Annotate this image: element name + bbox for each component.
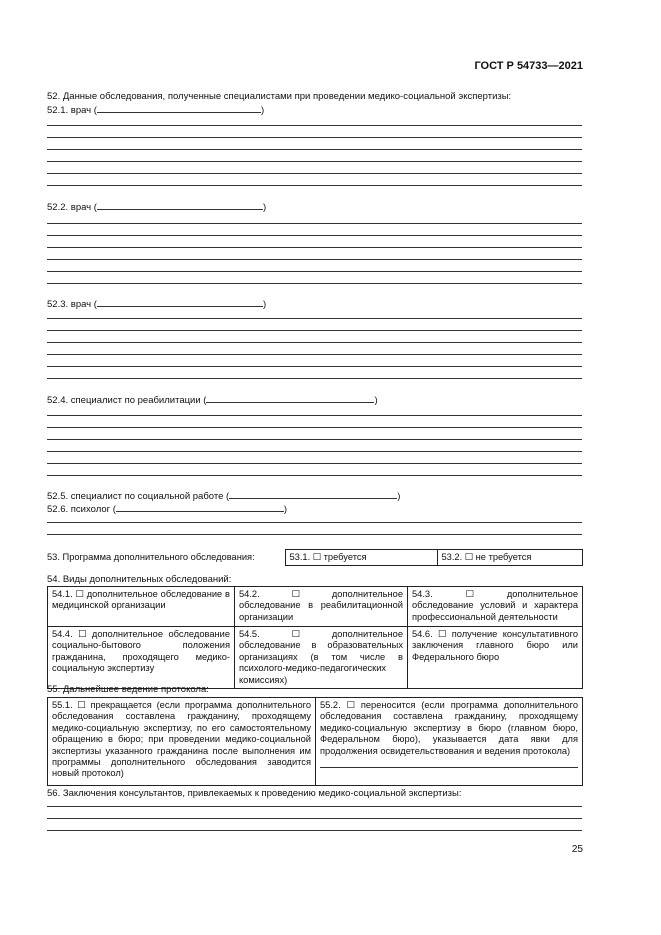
entry-line[interactable] bbox=[47, 378, 582, 379]
entry-line[interactable] bbox=[47, 330, 582, 331]
option-55-2-text: 55.2. ☐ переносится (если программа дополнительного обследования составлена гражданину, проходящему медико-социальную экспертизу в бюро (главном бюро, Федеральном бюро), указывается дата явки для продолжения освидетельствования и ведения протокола) bbox=[320, 700, 578, 756]
entry-line[interactable] bbox=[47, 427, 582, 428]
psychologist-text: 52.6. психолог ( bbox=[47, 504, 116, 515]
entry-line[interactable] bbox=[47, 137, 582, 138]
option-54-4-social-domestic[interactable]: 54.4. ☐ дополнительное обследование социально-бытового положения гражданина, проходящего медико-социальную экспертизу bbox=[48, 627, 235, 689]
entry-line[interactable] bbox=[47, 415, 582, 416]
section-55-table bbox=[47, 697, 583, 786]
option-53-2-not-required[interactable]: 53.2. ☐ не требуется bbox=[437, 550, 582, 566]
entry-line[interactable] bbox=[47, 463, 582, 464]
paren-close: ) bbox=[397, 491, 401, 502]
psychologist-name-field[interactable] bbox=[116, 502, 284, 512]
entry-line[interactable] bbox=[47, 259, 582, 260]
section-54-title: 54. Виды дополнительных обследований: bbox=[47, 574, 232, 585]
standard-number: ГОСТ Р 54733—2021 bbox=[474, 60, 583, 72]
option-54-2-rehabilitation[interactable]: 54.2. ☐ дополнительное обследование в реабилитационной организации bbox=[235, 587, 408, 627]
option-54-1-medical[interactable]: 54.1. ☐ дополнительное обследование в медицинской организации bbox=[48, 587, 235, 627]
paren-close: ) bbox=[374, 395, 378, 406]
entry-line[interactable] bbox=[47, 161, 582, 162]
doctor-2-name-field[interactable] bbox=[97, 200, 263, 210]
entry-line[interactable] bbox=[47, 354, 582, 355]
doctor-1-text: 52.1. врач ( bbox=[47, 105, 97, 116]
doctor-3-text: 52.3. врач ( bbox=[47, 299, 97, 310]
doctor-1-name-field[interactable] bbox=[97, 103, 261, 113]
paren-close: ) bbox=[283, 504, 288, 515]
doctor-3-label bbox=[47, 297, 266, 310]
entry-line[interactable] bbox=[47, 451, 582, 452]
doctor-1-label bbox=[47, 103, 264, 116]
section-53-label: 53. Программа дополнительного обследования: bbox=[47, 550, 285, 566]
entry-line[interactable] bbox=[47, 173, 582, 174]
option-54-6-consultative[interactable]: 54.6. ☐ получение консультативного заключения главного бюро или Федерального бюро bbox=[408, 627, 583, 689]
social-worker-label bbox=[47, 489, 400, 502]
rehab-specialist-label bbox=[47, 393, 378, 406]
rehab-specialist-name-field[interactable] bbox=[206, 393, 374, 403]
section-56-title: 56. Заключения консультантов, привлекаемых к проведению медико-социальной экспертизы: bbox=[47, 788, 462, 799]
section-54-table bbox=[47, 586, 583, 689]
option-55-1-terminated[interactable]: 55.1. ☐ прекращается (если программа дополнительного обследования составлена гражданину, проходящему медико-социальную экспертизу, по его самостоятельному обращению в бюро; при проведении медико-социальной экспертизы указанного гражданина после выполнения им программы дополнительного обследования заводится новый протокол) bbox=[48, 698, 316, 786]
option-54-3-professional[interactable]: 54.3. ☐ дополнительное обследование условий и характера профессиональной деятельности bbox=[408, 587, 583, 627]
paren-close: ) bbox=[262, 299, 267, 310]
entry-line[interactable] bbox=[47, 522, 582, 523]
option-54-5-educational[interactable]: 54.5. ☐ дополнительное обследование в образовательных организациях (в том числе в психолого-медико-педагогических комиссиях) bbox=[235, 627, 408, 689]
paren-close: ) bbox=[260, 105, 265, 116]
paren-close: ) bbox=[262, 202, 267, 213]
section-53-table bbox=[47, 549, 583, 566]
entry-line[interactable] bbox=[47, 806, 582, 807]
entry-line[interactable] bbox=[47, 185, 582, 186]
entry-line[interactable] bbox=[47, 223, 582, 224]
entry-line[interactable] bbox=[47, 818, 582, 819]
page-number: 25 bbox=[571, 844, 583, 855]
return-date-field[interactable] bbox=[320, 761, 578, 768]
option-55-2-postponed[interactable] bbox=[316, 698, 583, 786]
doctor-2-text: 52.2. врач ( bbox=[47, 202, 97, 213]
entry-line[interactable] bbox=[47, 439, 582, 440]
entry-line[interactable] bbox=[47, 235, 582, 236]
doctor-2-label bbox=[47, 200, 266, 213]
entry-line[interactable] bbox=[47, 149, 582, 150]
entry-line[interactable] bbox=[47, 534, 582, 535]
option-53-1-required[interactable]: 53.1. ☐ требуется bbox=[285, 550, 437, 566]
entry-line[interactable] bbox=[47, 318, 582, 319]
social-worker-name-field[interactable] bbox=[229, 489, 397, 499]
psychologist-label bbox=[47, 502, 287, 515]
entry-line[interactable] bbox=[47, 125, 582, 126]
entry-line[interactable] bbox=[47, 366, 582, 367]
entry-line[interactable] bbox=[47, 342, 582, 343]
entry-line[interactable] bbox=[47, 475, 582, 476]
entry-line[interactable] bbox=[47, 283, 582, 284]
social-worker-text: 52.5. специалист по социальной работе ( bbox=[47, 491, 230, 502]
doctor-3-name-field[interactable] bbox=[97, 297, 263, 307]
section-55-title: 55. Дальнейшее ведение протокола: bbox=[47, 684, 209, 695]
entry-line[interactable] bbox=[47, 830, 582, 831]
entry-line[interactable] bbox=[47, 271, 582, 272]
entry-line[interactable] bbox=[47, 247, 582, 248]
section-52-title: 52. Данные обследования, полученные специалистами при проведении медико-социальной экспертизы: bbox=[47, 91, 512, 102]
rehab-specialist-text: 52.4. специалист по реабилитации ( bbox=[47, 395, 207, 406]
